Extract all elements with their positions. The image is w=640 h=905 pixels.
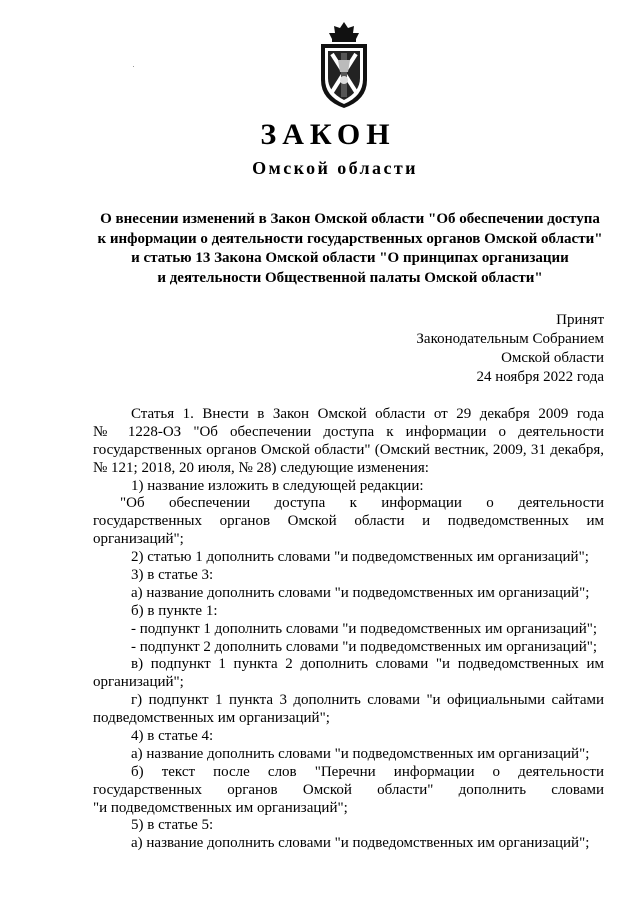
adopted-date: 24 ноября 2022 года: [476, 369, 604, 385]
body-line: "и подведомственных им организаций";: [93, 799, 348, 816]
body-line: государственных органов Омской области" (Омский вестник, 2009, 31 декабря,: [93, 441, 604, 458]
adopted-label: Принят: [556, 312, 604, 328]
body-line: г) подпункт 1 пункта 3 дополнить словами "и официальными сайтами: [131, 692, 604, 709]
scan-speck: [133, 66, 134, 67]
body-line: 1) название изложить в следующей редакции:: [131, 477, 424, 494]
body-line: б) текст после слов "Перечни информации о деятельности: [131, 763, 604, 780]
body-line: организаций";: [93, 674, 184, 691]
body-line: № 121; 2018, 20 июля, № 28) следующие изменения:: [93, 459, 429, 476]
body-line: государственных органов Омской области и подведомственных им: [93, 513, 604, 530]
body-line: 2) статью 1 дополнить словами "и подведомственных им организаций";: [131, 549, 589, 566]
body-line: а) название дополнить словами "и подведомственных им организаций";: [131, 584, 590, 601]
heading-line: и статью 13 Закона Омской области "О принципах организации: [131, 250, 569, 266]
heading-line: и деятельности Общественной палаты Омской области": [157, 269, 543, 286]
body-line: - подпункт 1 дополнить словами "и подведомственных им организаций";: [131, 620, 598, 637]
body-line: б) в пункте 1:: [131, 602, 218, 619]
body-line: - подпункт 2 дополнить словами "и подведомственных им организаций";: [131, 638, 598, 655]
body-line: 3) в статье 3:: [131, 567, 214, 584]
body-line: а) название дополнить словами "и подведомственных им организаций";: [131, 835, 590, 852]
law-body: [93, 406, 604, 853]
adopted-region: Омской области: [501, 350, 604, 366]
body-line: № 1228-ОЗ "Об обеспечении доступа к информации о деятельности: [93, 423, 604, 440]
body-line: 5) в статье 5:: [131, 817, 214, 834]
body-line: в) подпункт 1 пункта 2 дополнить словами "и подведомственных им: [131, 656, 604, 673]
body-line: "Об обеспечении доступа к информации о деятельности: [120, 495, 604, 512]
body-line: Статья 1. Внести в Закон Омской области от 29 декабря 2009 года: [131, 406, 604, 422]
coat-of-arms-icon: [313, 20, 375, 110]
document-title: ЗАКОН: [260, 118, 396, 151]
body-line: государственных органов Омской области" дополнить словами: [93, 781, 604, 798]
body-line: подведомственных им организаций";: [93, 710, 330, 727]
body-line: организаций";: [93, 531, 184, 548]
heading-line: О внесении изменений в Закон Омской области "Об обеспечении доступа: [100, 211, 600, 227]
law-heading: [60, 210, 640, 288]
document-subtitle: Омской области: [252, 158, 418, 178]
adoption-block: [416, 311, 604, 387]
body-line: 4) в статье 4:: [131, 728, 214, 745]
body-line: а) название дополнить словами "и подведомственных им организаций";: [131, 745, 590, 762]
heading-line: к информации о деятельности государственных органов Омской области": [97, 230, 603, 247]
adopted-by: Законодательным Собранием: [416, 331, 604, 347]
